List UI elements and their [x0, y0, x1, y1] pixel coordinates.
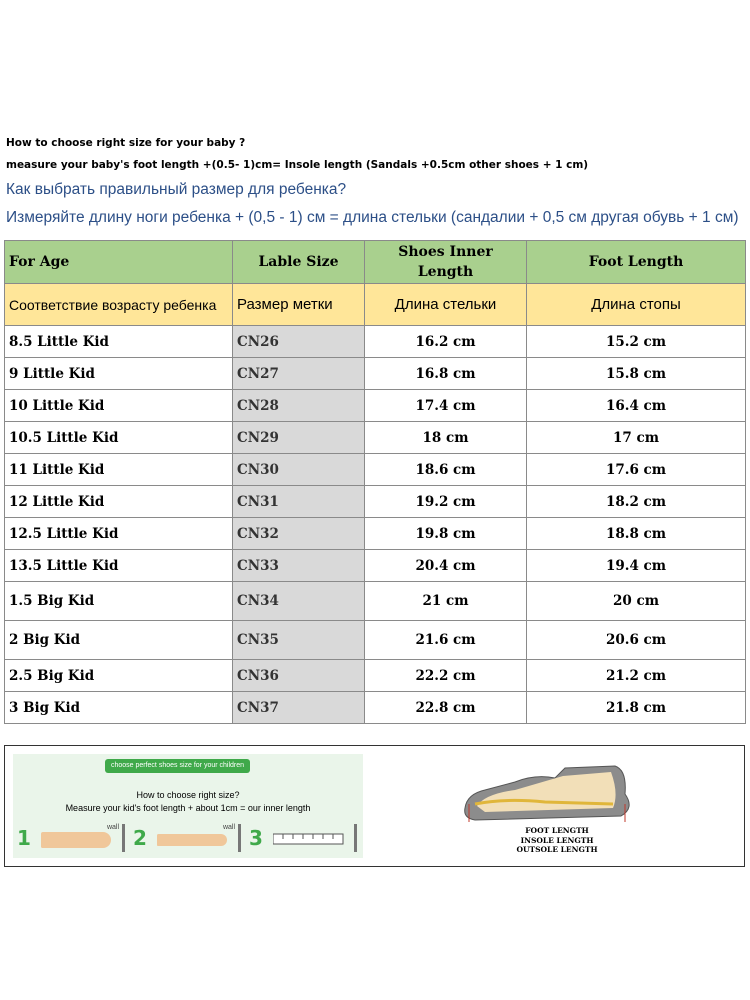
- age-cell: 2.5 Big Kid: [5, 660, 233, 692]
- wall-icon: [354, 824, 357, 852]
- age-cell: 12.5 Little Kid: [5, 518, 233, 550]
- english-title: How to choose right size for your baby ?: [6, 137, 246, 149]
- guide-title: How to choose right size?: [136, 790, 240, 800]
- table-row: [5, 518, 746, 550]
- table-row: [5, 660, 746, 692]
- subheader-insole: Длина стельки: [365, 284, 527, 326]
- inner-length-cell: 17.4 cm: [365, 390, 527, 422]
- size-cell: CN26: [233, 326, 365, 358]
- wall-icon: [238, 824, 241, 852]
- step-two: [133, 822, 241, 854]
- size-cell: CN37: [233, 692, 365, 724]
- ruler-icon: [273, 828, 345, 850]
- foot-length-cell: 15.2 cm: [527, 326, 746, 358]
- table-row: [5, 486, 746, 518]
- age-cell: 10.5 Little Kid: [5, 422, 233, 454]
- age-cell: 10 Little Kid: [5, 390, 233, 422]
- foot-length-cell: 21.2 cm: [527, 660, 746, 692]
- inner-length-cell: 18 cm: [365, 422, 527, 454]
- foot-length-label: FOOT LENGTH: [525, 826, 589, 835]
- subheader-row: [5, 284, 746, 326]
- russian-title: Как выбрать правильный размер для ребенка?: [6, 181, 347, 198]
- size-cell: CN36: [233, 660, 365, 692]
- foot-side-icon: [41, 832, 111, 848]
- age-cell: 3 Big Kid: [5, 692, 233, 724]
- table-row: [5, 692, 746, 724]
- size-cell: CN30: [233, 454, 365, 486]
- how-to-measure-panel: [13, 754, 363, 858]
- table-row: [5, 422, 746, 454]
- table-row: [5, 390, 746, 422]
- size-cell: CN34: [233, 582, 365, 621]
- header-inner-length: Shoes Inner Length: [365, 241, 527, 284]
- step-number: 3: [249, 826, 263, 850]
- intro-text: [6, 132, 746, 232]
- inner-length-cell: 16.8 cm: [365, 358, 527, 390]
- foot-length-cell: 17.6 cm: [527, 454, 746, 486]
- foot-length-cell: 18.8 cm: [527, 518, 746, 550]
- header-row: [5, 241, 746, 284]
- shoe-diagram-panel: [445, 764, 645, 862]
- table-row: [5, 621, 746, 660]
- size-chart-table: [4, 240, 746, 724]
- foot-top-icon: [157, 834, 227, 846]
- age-cell: 1.5 Big Kid: [5, 582, 233, 621]
- guide-instruction: Measure your kid's foot length + about 1cm = our inner length: [65, 803, 311, 813]
- inner-length-cell: 20.4 cm: [365, 550, 527, 582]
- step-number: 1: [17, 826, 31, 850]
- age-cell: 12 Little Kid: [5, 486, 233, 518]
- russian-formula: Измеряйте длину ноги ребенка + (0,5 - 1) см = длина стельки (сандалии + 0,5 см другая обувь + 1 см): [6, 209, 739, 226]
- measurement-guide: [4, 745, 745, 867]
- foot-length-cell: 20.6 cm: [527, 621, 746, 660]
- foot-length-cell: 18.2 cm: [527, 486, 746, 518]
- english-formula: measure your baby's foot length +(0.5- 1)cm= Insole length (Sandals +0.5cm other shoes + 1 cm): [6, 159, 589, 171]
- shoe-foot-icon: [445, 764, 645, 824]
- foot-length-cell: 16.4 cm: [527, 390, 746, 422]
- age-cell: 2 Big Kid: [5, 621, 233, 660]
- wall-label: wall: [106, 824, 119, 831]
- subheader-foot: Длина стопы: [527, 284, 746, 326]
- age-cell: 11 Little Kid: [5, 454, 233, 486]
- foot-length-cell: 15.8 cm: [527, 358, 746, 390]
- subheader-age: Соответствие возрасту ребенка: [5, 284, 233, 326]
- step-one: [17, 822, 125, 854]
- inner-length-cell: 22.8 cm: [365, 692, 527, 724]
- guide-banner: choose perfect shoes size for your children: [105, 759, 250, 773]
- inner-length-cell: 22.2 cm: [365, 660, 527, 692]
- foot-length-cell: 20 cm: [527, 582, 746, 621]
- size-cell: CN35: [233, 621, 365, 660]
- table-row: [5, 454, 746, 486]
- wall-label: wall: [222, 824, 235, 831]
- table-row: [5, 582, 746, 621]
- subheader-label-size: Размер метки: [233, 284, 365, 326]
- header-for-age: For Age: [5, 241, 233, 284]
- inner-length-cell: 16.2 cm: [365, 326, 527, 358]
- size-cell: CN27: [233, 358, 365, 390]
- foot-length-cell: 19.4 cm: [527, 550, 746, 582]
- table-row: [5, 550, 746, 582]
- wall-icon: [122, 824, 125, 852]
- inner-length-cell: 21.6 cm: [365, 621, 527, 660]
- step-number: 2: [133, 826, 147, 850]
- insole-length-label: INSOLE LENGTH: [520, 835, 594, 845]
- size-cell: CN29: [233, 422, 365, 454]
- inner-length-cell: 21 cm: [365, 582, 527, 621]
- size-cell: CN31: [233, 486, 365, 518]
- age-cell: 13.5 Little Kid: [5, 550, 233, 582]
- header-label-size: Lable Size: [233, 241, 365, 284]
- inner-length-cell: 18.6 cm: [365, 454, 527, 486]
- length-labels: [497, 826, 617, 855]
- age-cell: 8.5 Little Kid: [5, 326, 233, 358]
- table-row: [5, 326, 746, 358]
- size-cell: CN33: [233, 550, 365, 582]
- inner-length-cell: 19.8 cm: [365, 518, 527, 550]
- outsole-length-label: OUTSOLE LENGTH: [516, 845, 598, 854]
- step-three: [249, 822, 357, 854]
- foot-length-cell: 17 cm: [527, 422, 746, 454]
- size-cell: CN28: [233, 390, 365, 422]
- age-cell: 9 Little Kid: [5, 358, 233, 390]
- header-foot-length: Foot Length: [527, 241, 746, 284]
- inner-length-cell: 19.2 cm: [365, 486, 527, 518]
- size-cell: CN32: [233, 518, 365, 550]
- table-row: [5, 358, 746, 390]
- foot-length-cell: 21.8 cm: [527, 692, 746, 724]
